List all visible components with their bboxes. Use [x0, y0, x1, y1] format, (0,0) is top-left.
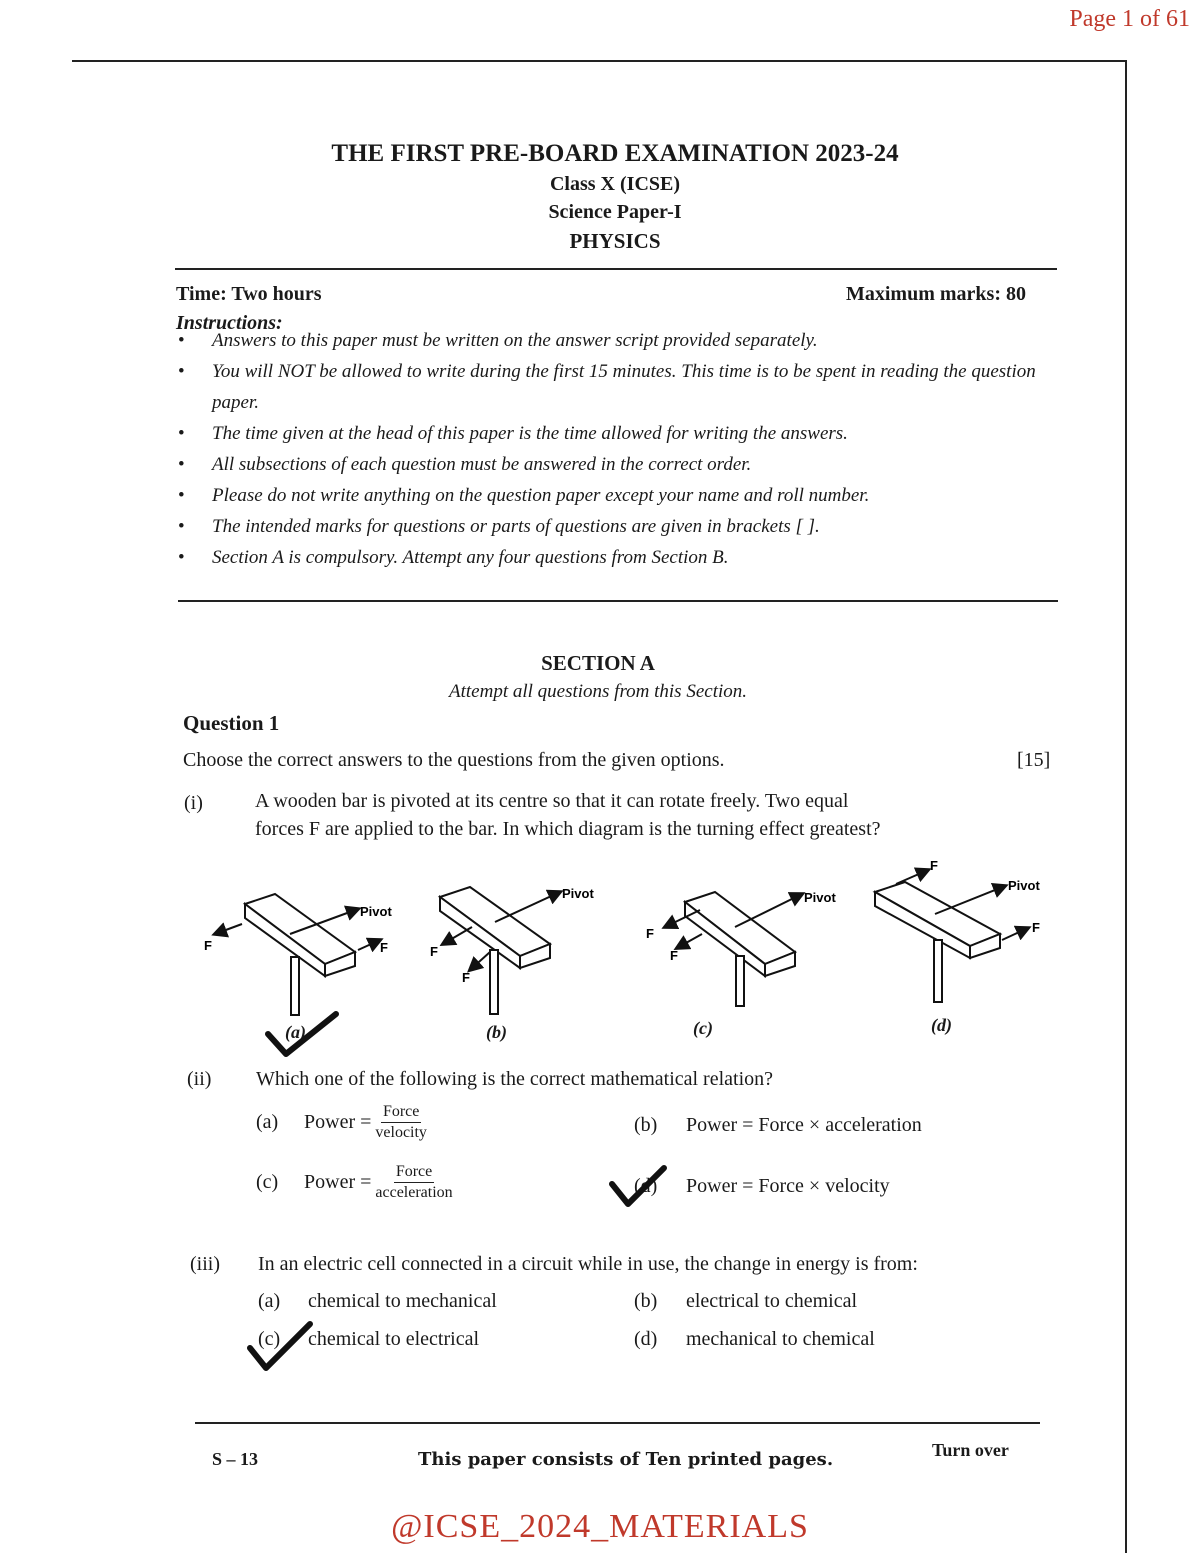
fraction [375, 1102, 427, 1143]
subquestion-text: forces F are applied to the bar. In which diagram is the turning effect greatest? [255, 818, 881, 840]
exam-subject: PHYSICS [569, 229, 661, 253]
instructions-heading: Instructions: [176, 312, 283, 334]
subquestion-text: Which one of the following is the correct mathematical relation? [256, 1068, 774, 1090]
pages-note: This paper consists of Ten printed pages. [418, 1449, 834, 1470]
exam-title: THE FIRST PRE-BOARD EXAMINATION 2023-24 [331, 140, 899, 167]
option-prefix: Power = [304, 1111, 372, 1133]
maximum-marks: Maximum marks: 80 [846, 283, 1026, 305]
option-a [256, 1102, 427, 1143]
diagram-label-c: (c) [693, 1018, 713, 1038]
force-label: F [1032, 920, 1040, 935]
divider [175, 268, 1057, 270]
denominator: acceleration [375, 1184, 453, 1201]
force-label: F [380, 940, 388, 955]
time-allowed: Time: Two hours [176, 283, 322, 305]
checkmark-icon [606, 1164, 670, 1212]
diagram-d [875, 870, 1028, 1002]
force-label: F [930, 858, 938, 873]
instruction-item: • The time given at the head of this paper is the time allowed for writing the answers. [176, 418, 1056, 449]
diagram-a [215, 894, 380, 1015]
option-d [634, 1328, 875, 1351]
pivot-label: Pivot [562, 886, 594, 901]
numerator: Force [381, 1102, 421, 1123]
instruction-item: • Please do not write anything on the question paper except your name and roll number. [176, 480, 1056, 511]
option-b [634, 1290, 857, 1313]
option-text: mechanical to chemical [686, 1328, 875, 1350]
option-text: Power = Force × acceleration [686, 1114, 922, 1136]
question-marks: [15] [1017, 749, 1051, 771]
checkmark-icon [244, 1320, 316, 1374]
option-label: (c) [256, 1171, 279, 1193]
force-label: F [462, 970, 470, 985]
option-d [634, 1175, 890, 1198]
paper-code: S – 13 [212, 1449, 259, 1469]
subquestion-number: (ii) [187, 1068, 212, 1090]
question-heading: Question 1 [183, 711, 280, 735]
pivot-label: Pivot [804, 890, 836, 905]
subquestion-number: (iii) [190, 1253, 220, 1275]
force-label: F [670, 948, 678, 963]
divider [195, 1422, 1040, 1424]
exam-paper: Science Paper-I [548, 201, 682, 223]
option-label: (a) [256, 1111, 279, 1133]
diagram-label-a: (a) [285, 1022, 306, 1042]
watermark: @ICSE_2024_MATERIALS [391, 1508, 809, 1545]
page-indicator: Page 1 of 61 [1069, 6, 1190, 32]
section-subtitle: Attempt all questions from this Section. [449, 681, 747, 702]
numerator: Force [394, 1162, 434, 1183]
question-prompt: Choose the correct answers to the questions from the given options. [183, 749, 725, 771]
section-title: SECTION A [541, 651, 655, 675]
force-label: F [204, 938, 212, 953]
exam-class: Class X (ICSE) [549, 173, 681, 195]
instruction-item: • Answers to this paper must be written on the answer script provided separately. [176, 325, 1056, 356]
diagram-b [440, 887, 560, 1014]
option-label: (d) [634, 1175, 658, 1197]
instruction-item: • All subsections of each question must be answered in the correct order. [176, 449, 1056, 480]
subquestion-text: In an electric cell connected in a circuit while in use, the change in energy is from: [258, 1253, 918, 1275]
fraction [375, 1162, 452, 1203]
option-text: Power = Force × velocity [686, 1175, 890, 1197]
diagram-c [665, 892, 802, 1006]
denominator: velocity [375, 1124, 427, 1141]
page-border-right [1125, 60, 1127, 1553]
option-text: chemical to mechanical [308, 1290, 497, 1312]
option-text: electrical to chemical [686, 1290, 858, 1312]
instructions-list [176, 325, 1056, 573]
divider [178, 600, 1058, 602]
turn-over: Turn over [932, 1440, 1009, 1460]
instruction-item: • The intended marks for questions or parts of questions are given in brackets [ ]. [176, 511, 1056, 542]
option-label: (b) [634, 1290, 658, 1312]
subquestion-text: A wooden bar is pivoted at its centre so that it can rotate freely. Two equal [255, 790, 849, 812]
force-label: F [646, 926, 654, 941]
option-b [634, 1114, 922, 1137]
option-label: (d) [634, 1328, 658, 1350]
force-label: F [430, 944, 438, 959]
option-a [258, 1290, 497, 1313]
option-label: (a) [258, 1290, 281, 1312]
option-label: (c) [258, 1328, 281, 1350]
option-label: (b) [634, 1114, 658, 1136]
instruction-item: • You will NOT be allowed to write during the first 15 minutes. This time is to be spent in reading the question paper. [176, 356, 1056, 418]
pivot-label: Pivot [360, 904, 392, 919]
subquestion-number: (i) [184, 792, 203, 814]
checkmark-icon [262, 1010, 342, 1060]
option-c [256, 1162, 453, 1203]
page-border-top [72, 60, 1127, 62]
diagram-label-b: (b) [486, 1022, 507, 1042]
option-text: chemical to electrical [308, 1328, 480, 1350]
diagram-label-d: (d) [931, 1015, 952, 1035]
option-prefix: Power = [304, 1171, 372, 1193]
instruction-item: • Section A is compulsory. Attempt any four questions from Section B. [176, 542, 1056, 573]
pivot-label: Pivot [1008, 878, 1040, 893]
